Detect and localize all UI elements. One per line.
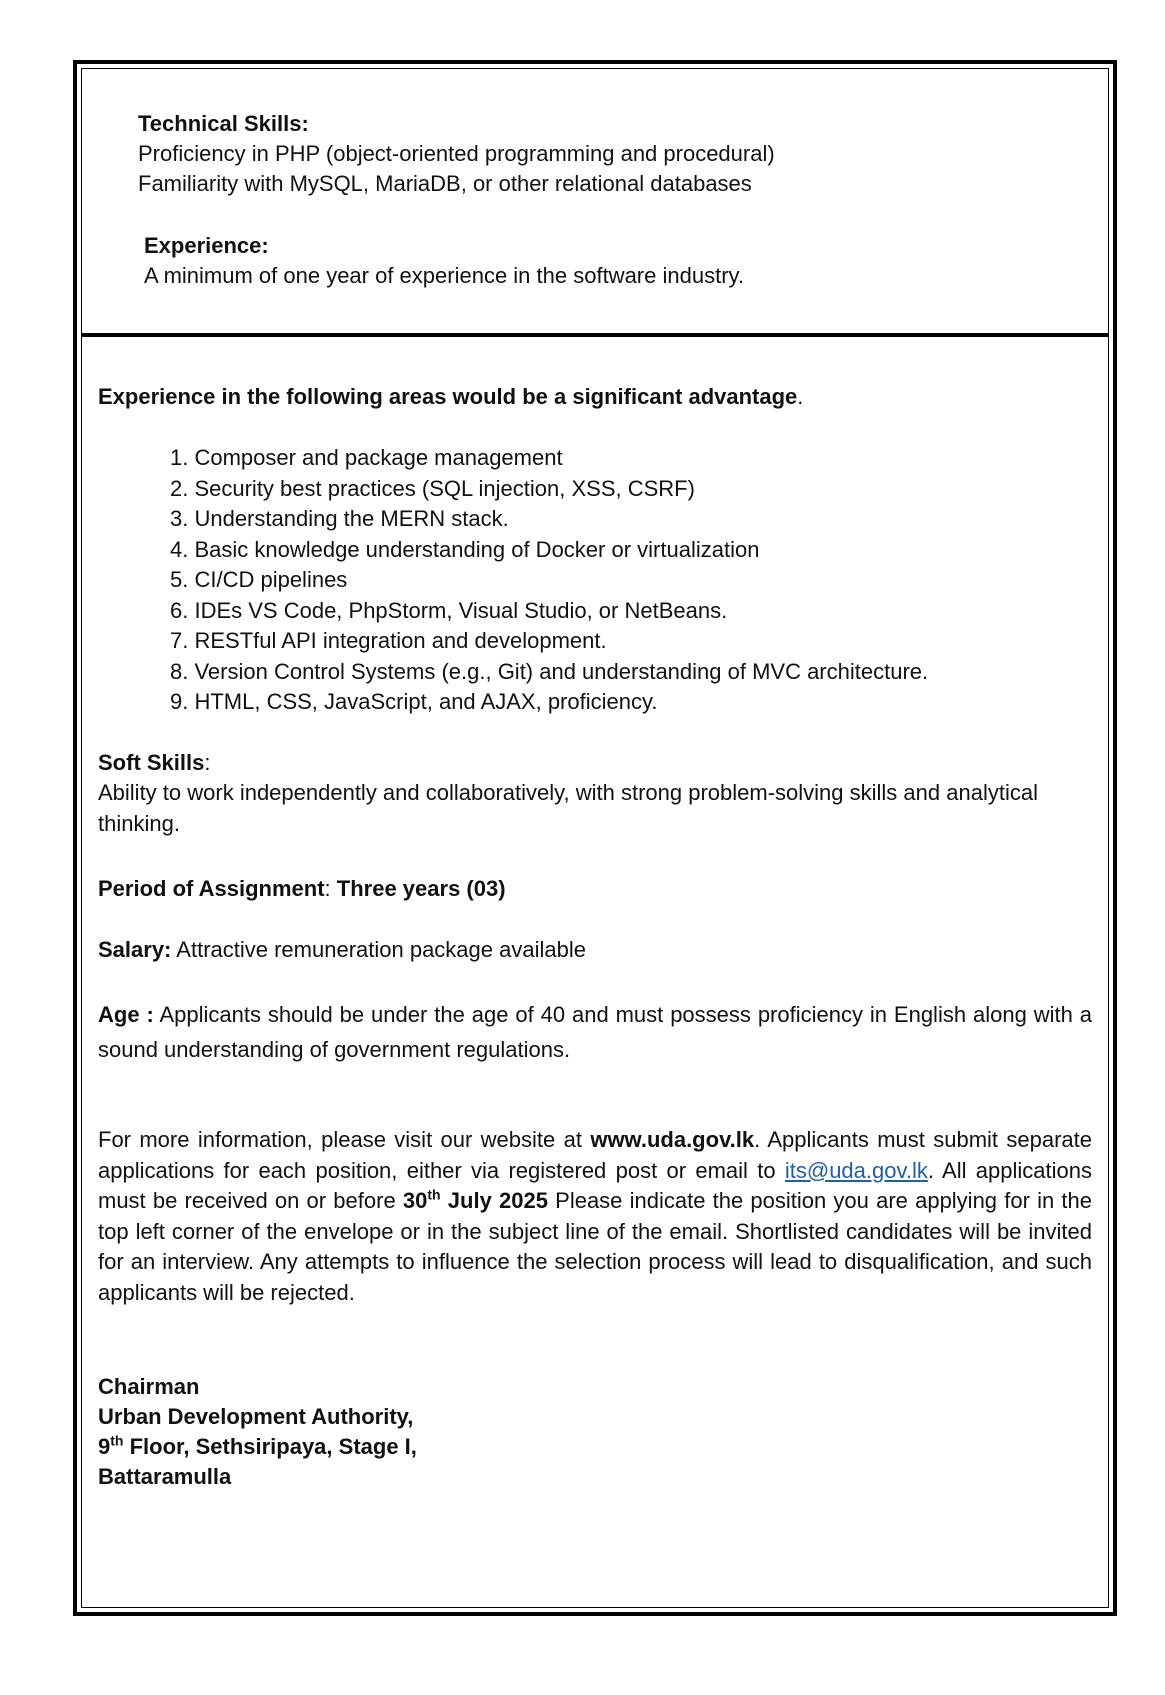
salary (98, 935, 586, 965)
floor-rest: Floor, Sethsiripaya, Stage I, (123, 1434, 417, 1459)
period-label: Period of Assignment (98, 876, 325, 901)
floor-sup: th (110, 1432, 124, 1449)
technical-skills-heading: Technical Skills: (138, 111, 309, 136)
advantage-list (170, 443, 928, 718)
period-value: Three years (03) (336, 876, 506, 901)
salary-value: Attractive remuneration package available (171, 937, 586, 962)
list-item: 7. RESTful API integration and development. (170, 628, 607, 653)
list-item: 6. IDEs VS Code, PhpStorm, Visual Studio, or NetBeans. (170, 597, 728, 623)
period-of-assignment (98, 874, 506, 904)
age-label: Age : (98, 1002, 154, 1027)
advantage-heading-text: Experience in the following areas would be a significant advantage (98, 384, 798, 409)
email-link[interactable]: its@uda.gov.lk (784, 1157, 928, 1183)
deadline-sup: th (427, 1186, 441, 1203)
list-item: 2. Security best practices (SQL injection, XSS, CSRF) (170, 475, 695, 501)
experience-text: A minimum of one year of experience in the software industry. (144, 263, 744, 288)
deadline-rest: July 2025 (440, 1188, 548, 1213)
age-paragraph (98, 997, 1092, 1067)
list-item: 5. CI/CD pipelines (170, 567, 348, 592)
list-item: 8. Version Control Systems (e.g., Git) and understanding of MVC architecture. (170, 658, 929, 684)
period-colon: : (324, 876, 337, 901)
soft-skills-colon: : (204, 750, 211, 775)
signature-line: Battaramulla (98, 1464, 232, 1489)
list-item: 3. Understanding the MERN stack. (170, 506, 509, 531)
list-item: 4. Basic knowledge understanding of Docker or virtualization (170, 536, 760, 562)
info-paragraph (98, 1125, 1092, 1308)
list-item: 9. HTML, CSS, JavaScript, and AJAX, proficiency. (170, 689, 658, 714)
info-text: Please indicate the position you are applying for in the top left corner of the envelope or in the subject line of the email. Shortlisted candidates will be invited for an interview. Any attempts to influence the selection process will lead to disqualification, and such applicants will be rejected. (98, 1188, 1093, 1305)
signature-line: Chairman (98, 1374, 200, 1399)
age-text: Applicants should be under the age of 40 and must possess proficiency in English along with a sound understanding of government regulations. (98, 1002, 1092, 1062)
soft-skills-text: Ability to work independently and collaboratively, with strong problem-solving skills and analytical thinking. (98, 780, 1038, 836)
info-text: . Applicants must submit separate applications for each position, either via registered post or email to (98, 1127, 1093, 1183)
technical-skill-line: Familiarity with MySQL, MariaDB, or other relational databases (138, 171, 752, 196)
experience-heading: Experience: (144, 233, 269, 258)
website-text: www.uda.gov.lk (590, 1127, 755, 1152)
info-text: . All applications must be received on or before (98, 1157, 1092, 1213)
deadline-day: 30 (402, 1188, 428, 1213)
floor-number: 9 (98, 1434, 111, 1459)
soft-skills-heading (98, 748, 210, 778)
list-item: 1. Composer and package management (170, 445, 563, 470)
advantage-heading-period: . (797, 384, 804, 409)
soft-skills-label: Soft Skills (98, 750, 205, 775)
signature-floor (98, 1432, 417, 1462)
salary-label: Salary: (98, 937, 172, 962)
technical-skill-line: Proficiency in PHP (object-oriented programming and procedural) (138, 141, 775, 166)
info-text: For more information, please visit our website at (98, 1127, 591, 1152)
advantage-heading (98, 382, 803, 412)
section-divider (81, 333, 1109, 337)
signature-line: Urban Development Authority, (98, 1404, 414, 1429)
